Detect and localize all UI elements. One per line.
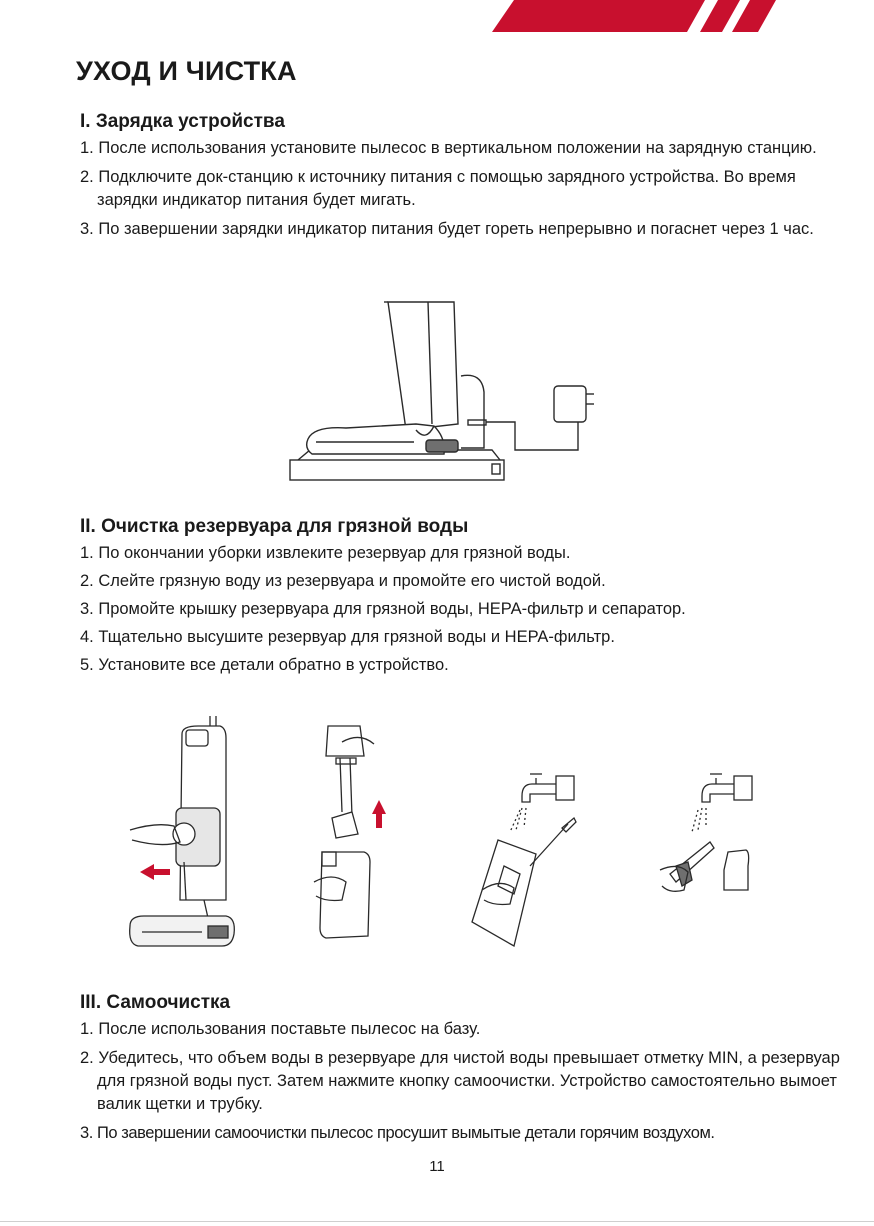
banner-stripe-1 bbox=[700, 0, 740, 32]
banner-stripe-2 bbox=[732, 0, 776, 32]
bottom-divider bbox=[0, 1221, 874, 1222]
list-item: 3. Промойте крышку резервуара для грязной воды, HEPA-фильтр и сепаратор. bbox=[80, 600, 686, 618]
list-item: 5. Установите все детали обратно в устройство. bbox=[80, 656, 449, 674]
section-charging bbox=[80, 111, 840, 247]
section-self-cleaning bbox=[80, 992, 840, 1151]
page-title: УХОД И ЧИСТКА bbox=[76, 56, 297, 86]
arrow-up-icon bbox=[372, 800, 386, 828]
list-item: 1. После использования поставьте пылесос на базу. bbox=[80, 1020, 481, 1038]
list-item: 3. По завершении самоочистки пылесос просушит вымытые детали горячим воздухом. bbox=[80, 1124, 715, 1142]
section-heading: III. Самоочистка bbox=[80, 992, 231, 1013]
list-item: 4. Тщательно высушите резервуар для грязной воды и HEPA-фильтр. bbox=[80, 628, 615, 646]
tank-rinse-tap-illustration bbox=[470, 770, 580, 950]
arrow-left-icon bbox=[140, 864, 170, 880]
list-item: 3. По завершении зарядки индикатор питания будет гореть непрерывно и погаснет через 1 час. bbox=[80, 220, 814, 238]
list-item: 2. Слейте грязную воду из резервуара и промойте его чистой водой. bbox=[80, 572, 606, 590]
section-heading: II. Очистка резервуара для грязной воды bbox=[80, 516, 469, 537]
vacuum-charging-station-illustration bbox=[286, 296, 616, 486]
tank-lid-filter-illustration bbox=[312, 722, 392, 942]
page-number: 11 bbox=[429, 1158, 445, 1175]
header-banner bbox=[0, 0, 874, 32]
section-dirty-tank-cleaning bbox=[80, 516, 840, 682]
list-item: 2. Подключите док-станцию к источнику питания с помощью зарядного устройства. Во время зарядки индикатор питания будет мигать. bbox=[80, 168, 796, 209]
filter-rinse-tap-illustration bbox=[640, 770, 760, 910]
section-heading: I. Зарядка устройства bbox=[80, 111, 285, 132]
list-item: 2. Убедитесь, что объем воды в резервуаре для чистой воды превышает отметку MIN, а резервуар для грязной воды пуст. Затем нажмите кнопку самоочистки. Устройство самостоятельно вымоет валик щетки и трубку. bbox=[80, 1049, 840, 1113]
list-item: 1. После использования установите пылесос в вертикальном положении на зарядную станцию. bbox=[80, 139, 817, 157]
tank-removal-illustration bbox=[122, 712, 242, 952]
banner-stripe-main bbox=[492, 0, 705, 32]
list-item: 1. По окончании уборки извлеките резервуар для грязной воды. bbox=[80, 544, 571, 562]
